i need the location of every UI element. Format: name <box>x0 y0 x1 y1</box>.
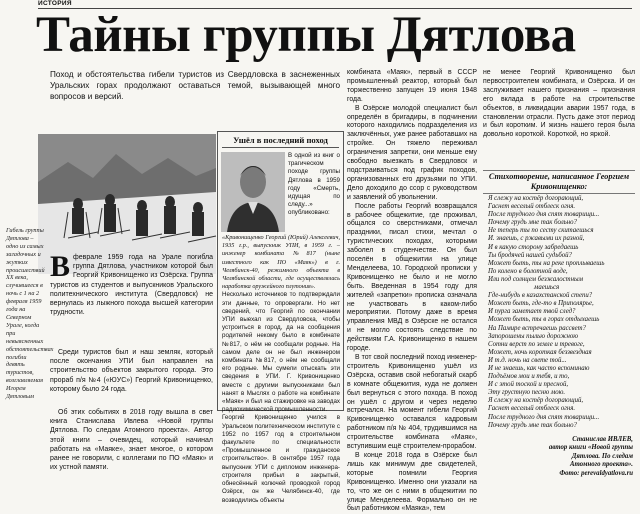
poem-line: И с этой тоской и пресной, <box>488 381 569 389</box>
author-title-1: автор книги «Новой группы <box>548 444 633 452</box>
poem-line: На Памире встречаешь рассвет? <box>488 324 586 332</box>
poem-line: По колено в болотной воде, <box>488 267 568 275</box>
col3-paragraph: В тот свой последний поход инженер-строитель Кривонищенко ушёл из Озёрска, оставив свой небогатый скарб в комнате общежития, куда не должен был вернуться с этого похода. В поход он ушёл с другом и через неделю встречался. На момент гибели Георгий Кривонищенко оставался кадровым работником п/я № 404, трудившимся на строительстве комбината «Маяк», вступившим ещё строителем-прорабом. <box>347 354 477 451</box>
sidebar-box <box>217 131 344 504</box>
poem-line: И не знаешь, как часто вспоминаю <box>488 364 590 372</box>
photo-caption: Гибель группы Дятлова – одно из самых загадочных и жутких происшествий XX века, случившееся в ночь с 1 на 2 февраля 1959 года на Северном Урале, когда при невыясненных обстоятельствах погибли девять туристов, возглавляемая Игорем Дятловым <box>6 227 54 401</box>
col3-paragraph: комбината «Маяк», первый в СССР промышленный реактор, который был торжественно запущен 19 июня 1948 года. <box>347 69 477 103</box>
poem-line: маешься <box>534 284 560 292</box>
col3-paragraph: В конце 2018 года в Озёрске был лишь как минимум две свидетелей, которые помнили Георгия Кривонищенко. Именно они указали на то, что же он с ними в общежитии по улице Менделеева. Формально он не был работником «Маяка», тем <box>347 451 477 513</box>
poem-line: Не теперь ты по сесту скитаешься <box>488 227 594 235</box>
poem-line: После трудного дня спят товарищи... <box>488 211 600 219</box>
poem-line: Может быть, ты на реке проплываешь <box>488 259 605 267</box>
book-note: Об этих событиях в 2018 году вышла в свет книга Станислава Ивлева «Новой группы Дятлова. По следам Атомного проекта». Автор этой книги – очевидец, который начинал работать на «Маяке», знает многое, о котором ранее не говорили, с коллегами по ПО «Маяк» и их устной памяти. <box>50 409 213 472</box>
poem-divider-top <box>483 170 635 171</box>
poem-line: Ты бродячей нашей судьбой? <box>488 251 572 259</box>
dropcap: В <box>50 250 71 283</box>
sidebar-body <box>222 234 340 505</box>
col3-paragraph: После работы Георгий возвращался в рабочее общежитие, где проживал, общался со сверстниками, отмечал праздники, писал стихи, мечтал о туристических походах, которыми заболел в студенчестве. Он был поселён в общежитии на улице Менделеева, 10. Городской прописки у Кривонищенко не было и не могло быть. Введенная в 1954 году для жителей «запретки» прописка означала не участвовать в каком-либо мероприятии. Потому даже в время управления МВД в Озёрске не остался и не могло состоять следствие по действиям Г.А. Кривонищенко в нашем городе. <box>347 202 477 353</box>
poem-line: Где-нибудь в казахстанской степи? <box>488 292 593 300</box>
poem-line: Я слежу на костёр догорающий, <box>488 195 584 202</box>
poem-line: Почему грудь мне так больно? <box>488 219 577 227</box>
poem-line: Гаснет веселый отблеск огня. <box>488 203 576 211</box>
poem-line: Эту грустную песню мою. <box>488 389 566 397</box>
poem-line: И в какую сторону забредаешь <box>488 243 579 251</box>
poem-line: Сотни верст по земле и тревоге, <box>488 340 585 348</box>
poem-line: Гаснет веселый отблеск огня. <box>488 405 576 413</box>
article-paragraph-2: Среди туристов был и наш земляк, который после окончания УПИ был направлен на строительство объектов закрытого города. Это прораб п/я №4 («ЮУС») Георгий Кривонищенко, которому было 24 года. <box>50 349 213 393</box>
col3-paragraph: В Озёрске молодой специалист был определён в бригадиры, в подчинении которого находились подразделения из заключённых, уже ранее работавших на стройке. Он тяжело переживал ограничения запретки, они меньше ему свободно выезжать в Свердловск и подстраиваться под график походов, организованных его друзьями по УПИ. Дело доходило до ссор с руководством и заявлений об увольнении. <box>347 104 477 201</box>
photo-credit: Фото: perevaldyatlova.ru <box>559 469 633 477</box>
poem-line: После трудного дня спят товарищи... <box>488 413 600 421</box>
author-name: Станислав ИВЛЕВ, <box>572 436 633 443</box>
poem-divider-bottom <box>483 193 635 194</box>
portrait-photo <box>221 152 285 232</box>
sidebar-title: Ушёл в последний поход <box>233 135 328 145</box>
poem-line: И пурга заметает твой след? <box>488 308 576 316</box>
poem-line: Может быть, где-то в Приполярье, <box>488 300 594 308</box>
poem-line: Подъёмов мои и тебя, и то, <box>488 373 570 381</box>
author-signature <box>483 436 633 478</box>
poem-line: Почему грудь мне так больно? <box>488 421 577 429</box>
sidebar-paragraph-3: Георгий Кривонищенко учился в Уральском политехническом институте с 1952 по 1957 год в строительном факультете по специальности «Промышленное и гражданское строительство». В сентябре 1957 года выпускник УПИ с дипломом инженера-строителя прибыл в закрытый, обнесённый колючей проводкой город Озёрск, он же Челябинск-40, где возводились объекты <box>222 414 340 504</box>
article-intro-text: феврале 1959 года на Урале погибла группа Дятлова, участником которой был Георгий Кривонищенко из Озёрска. Группа туристов из студентов и выпускников Уральского политехнического института (Свердловск) не вернулась из лыжного похода высшей категории трудности. <box>50 254 213 317</box>
poem-title: Стихотворение, написанное Георгием Кривонищенко: <box>488 172 630 191</box>
poem-line: Может, ночь короткая беззвездная <box>488 348 592 356</box>
article-column-4: не менее Георгий Кривонищенко был первостроителем комбината, и Озёрска. И он заслуживает нашего признания – признания его вклада в работе на строительстве объектов, в ликвидации аварии 1957 года, в становлении отрасли. Пусть даже этот период и был коротким. И жизнь нашего героя была довольно короткой. Короткой, но яркой. <box>483 69 635 139</box>
article-column-3 <box>347 69 477 514</box>
poem-line: Может быть, ты в горах отдыхаешь <box>488 316 600 324</box>
sidebar-intro: В одной из книг о трагическом походе группы Дятлова в 1959 году «Смерть, идущая по следу...» опубликовано: <box>288 152 340 217</box>
poem <box>488 195 638 430</box>
poem-line: И т.д. ночь на свете той... <box>488 356 567 364</box>
poem-line: Я слежу на костёр догорающий, <box>488 397 584 405</box>
poem-line: Запорошены пылью дорожною <box>488 332 579 340</box>
rubric-label: ИСТОРИЯ <box>38 0 72 7</box>
sidebar-quote: «Кривонищенко Георгий (Юрий) Алексеевич, 1935 г.р., выпускник УПИ, в 1959 г. – инженер комбината №817 (ныне известного как ПО «Маяк») в г. Челябинск-40, режимного объекта в Челябинской области, где осуществлялась наработка оружейного плутония». <box>222 234 340 291</box>
headline: Тайны группы Дятлова <box>36 7 576 63</box>
sidebar-paragraph-2: Несколько источников то подтверждали эти данные, то опровергали. Но нет сведений, что Георгий по окончании УПИ выехал из Свердловска, чтобы устроиться в город, да на сообщения родителей некому было в комбинате №817, о нём не сообщали родные. На самом деле он не был инженером комбината №817, о нём не сообщали его родные. Мы сумели отыскать эти сведения в УПИ. Г. Кривонищенко вместе с другими выпускниками был нанят в Мыслях о работе на комбинате «Маяк» и был на стажировке на заводах радиохимической промышленности. <box>222 291 340 414</box>
sidebar-title-divider <box>222 147 339 148</box>
poem-line: И. знаешь, с ржавыми их разной, <box>488 235 585 243</box>
author-title-3: Атомного проекта». <box>569 461 633 469</box>
author-title-2: Дятлова. По следам <box>571 452 633 460</box>
poem-line: Или под солнцем безжалостным <box>488 275 583 283</box>
article-intro <box>50 250 213 317</box>
lead-paragraph: Поход и обстоятельства гибели туристов из Свердловска в заснеженных Уральских горах продолжают оставаться темой, вызывающей много вопросов и версий. <box>50 70 340 101</box>
